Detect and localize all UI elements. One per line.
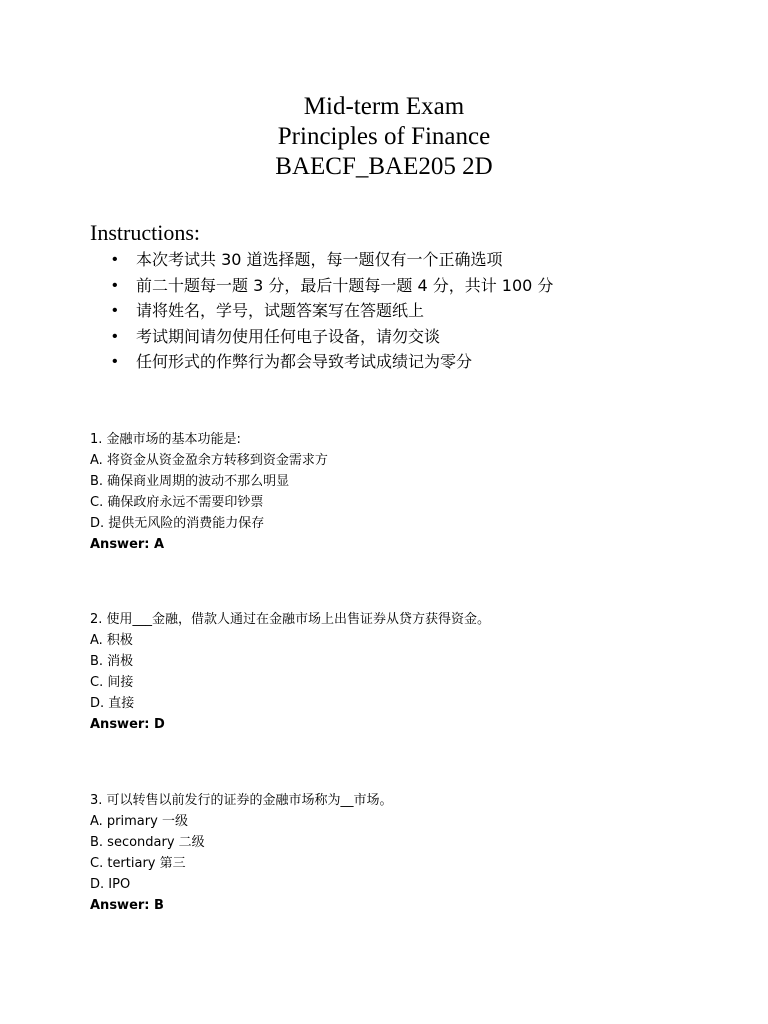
answer-line: Answer: D bbox=[90, 717, 165, 732]
answer-line: Answer: A bbox=[90, 537, 165, 552]
instruction-item bbox=[90, 273, 730, 299]
question-2 bbox=[90, 609, 710, 735]
exam-title: Mid-term Exam bbox=[303, 93, 465, 120]
option-d: D. 直接 bbox=[90, 696, 135, 711]
option-a: A. 将资金从资金盈余方转移到资金需求方 bbox=[90, 453, 328, 468]
question-1 bbox=[90, 429, 710, 555]
course-name: Principles of Finance bbox=[277, 123, 491, 150]
option-b: B. 消极 bbox=[90, 654, 134, 669]
bullet-icon: • bbox=[112, 327, 118, 345]
instruction-text: 本次考试共 30 道选择题，每一题仅有一个正确选项 bbox=[136, 250, 503, 269]
instructions-list bbox=[90, 247, 730, 375]
instruction-item bbox=[90, 247, 730, 273]
instruction-item bbox=[90, 349, 730, 375]
answer-line: Answer: B bbox=[90, 898, 164, 913]
instruction-text: 前二十题每一题 3 分，最后十题每一题 4 分，共计 100 分 bbox=[136, 275, 554, 295]
instructions-heading: Instructions: bbox=[90, 220, 200, 245]
bullet-icon: • bbox=[112, 276, 118, 294]
option-d: D. IPO bbox=[90, 877, 131, 892]
course-code: BAECF_BAE205 2D bbox=[275, 153, 493, 180]
option-a: A. primary 一级 bbox=[90, 814, 188, 829]
question-stem: 2. 使用___金融，借款人通过在金融市场上出售证券从贷方获得资金。 bbox=[90, 612, 491, 627]
instruction-item bbox=[90, 298, 730, 324]
instruction-text: 请将姓名，学号，试题答案写在答题纸上 bbox=[136, 301, 425, 320]
option-a: A. 积极 bbox=[90, 633, 133, 648]
bullet-icon: • bbox=[112, 251, 118, 268]
instruction-text: 任何形式的作弊行为都会导致考试成绩记为零分 bbox=[136, 352, 473, 371]
option-d: D. 提供无风险的消费能力保存 bbox=[90, 516, 265, 531]
option-c: C. tertiary 第三 bbox=[90, 856, 186, 871]
question-3 bbox=[90, 790, 710, 916]
option-c: C. 确保政府永远不需要印钞票 bbox=[90, 495, 264, 510]
question-stem: 3. 可以转售以前发行的证券的金融市场称为__市场。 bbox=[90, 793, 393, 808]
exam-header bbox=[0, 92, 768, 182]
instruction-item bbox=[90, 324, 730, 350]
instructions-section bbox=[90, 219, 730, 375]
option-c: C. 间接 bbox=[90, 675, 134, 690]
option-b: B. secondary 二级 bbox=[90, 835, 205, 850]
bullet-icon: • bbox=[112, 353, 118, 370]
bullet-icon: • bbox=[112, 302, 118, 319]
question-stem: 1. 金融市场的基本功能是: bbox=[90, 432, 241, 447]
instruction-text: 考试期间请勿使用任何电子设备，请勿交谈 bbox=[136, 326, 441, 346]
option-b: B. 确保商业周期的波动不那么明显 bbox=[90, 474, 290, 489]
